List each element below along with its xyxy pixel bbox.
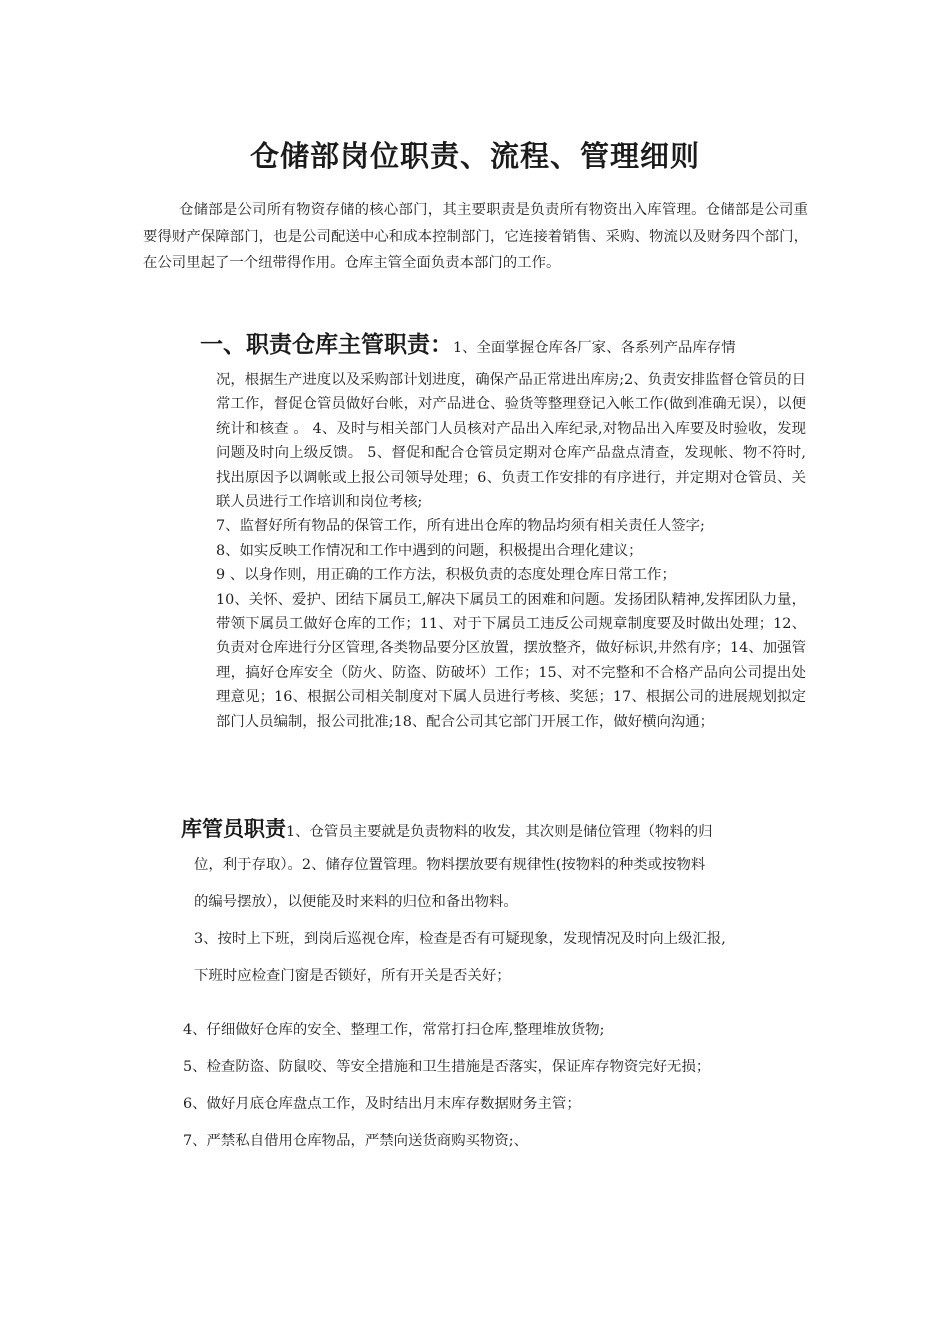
section2-item-list — [183, 1012, 823, 1160]
section1-paragraph: 8、如实反映工作情况和工作中遇到的问题，积极提出合理化建议； — [216, 542, 643, 559]
section1-first-line: 1、全面掌握仓库各厂家、各系列产品库存情 — [453, 340, 736, 356]
section2-first-line: 1、仓管员主要就是负责物料的收发，其次则是储位管理（物料的归 — [286, 824, 713, 840]
intro-paragraph — [143, 197, 808, 277]
document-title: 仓储部岗位职责、流程、管理细则 — [249, 139, 700, 173]
section2-heading: 库管员职责 — [181, 816, 286, 841]
section1-paragraph: 10、关怀、爱护、团结下属员工,解决下属员工的困难和问题。发扬团队精神,发挥团队力量，带领下属员工做好仓库的工作；11、对于下属员工违反公司规章制度要及时做出处理；12、负责对仓库进行分区管理,各类物品要分区放置，摆放整齐，做好标识,井然有序；14、加强管理，搞好仓库安全（防火、防盗、防破坏）工作；15、对不完整和不合格产品向公司提出处理意见；16、根据公司相关制度对下属人员进行考核、奖惩；17、根据公司的进展规划拟定部门人员编制，报公司批准;18、配合公司其它部门开展工作，做好横向沟通； — [216, 591, 806, 730]
section1-heading-line — [200, 330, 800, 363]
section1-paragraph: 7、监督好所有物品的保管工作，所有进出仓库的物品均须有相关责任人签字; — [216, 518, 705, 535]
list-item: 7、严禁私自借用仓库物品，严禁向送货商购买物资;、 — [183, 1133, 528, 1149]
section2-line: 位，利于存取）。2、储存位置管理。物料摆放要有规律性(按物料的种类或按物料 — [194, 857, 706, 873]
list-item: 5、检查防盗、防鼠咬、等安全措施和卫生措施是否落实，保证库存物资完好无损； — [183, 1059, 711, 1075]
intro-line: 购、物流以及财务四个部门，在公司里起了一个纽带得作用。仓库主管全面负责本部门的 — [143, 228, 808, 271]
section1-body — [216, 368, 806, 734]
intro-line: 工作。 — [517, 255, 561, 271]
section2-line: 3、按时上下班，到岗后巡视仓库，检查是否有可疑现象，发现情况及时向上级汇报, — [194, 931, 726, 947]
section1-paragraph: 9 、以身作则，用正确的工作方法，积极负责的态度处理仓库日常工作； — [216, 567, 676, 584]
section1-paragraph: 况，根据生产进度以及采购部计划进度，确保产品正常进出库房;2、负责安排监督仓管员的日常工作，督促仓管员做好台帐，对产品进仓、验货等整理登记入帐工作(做到准确无误），以便统计和核查 。 4、及时与相关部门人员核对产品出入库纪录,对物品出入库要及时验收，发现问题及时向上级反馈。 5、督促和配合仓管员定期对仓库产品盘点清查，发现帐、物不符时,找出原因予以调帐或上报公司领导处理；6、负责工作安排的有序进行，并定期对仓管员、关联人员进行工作培训和岗位考核; — [216, 372, 806, 511]
list-item: 6、做好月底仓库盘点工作，及时结出月末库存数据财务主管； — [183, 1096, 581, 1112]
intro-line: 仓储部是公司所有物资存储的核心部门，其主要职责是负责所有物资出入库管理。仓 — [179, 202, 721, 218]
section2-body — [194, 847, 814, 995]
section2-line: 的编号摆放），以便能及时来料的归位和备出物料。 — [194, 894, 518, 910]
section1-heading: 一、职责仓库主管职责： — [200, 331, 453, 358]
intro-line: 储部是公司重要得财产保障部门，也是公司配送中心和成本控制部门，它连接着销售、采 — [143, 202, 808, 245]
section2-heading-line — [181, 812, 821, 849]
section2-line: 下班时应检查门窗是否锁好，所有开关是否关好； — [194, 968, 511, 984]
list-item: 4、仔细做好仓库的安全、整理工作，常常打扫仓库,整理堆放货物; — [183, 1022, 605, 1038]
